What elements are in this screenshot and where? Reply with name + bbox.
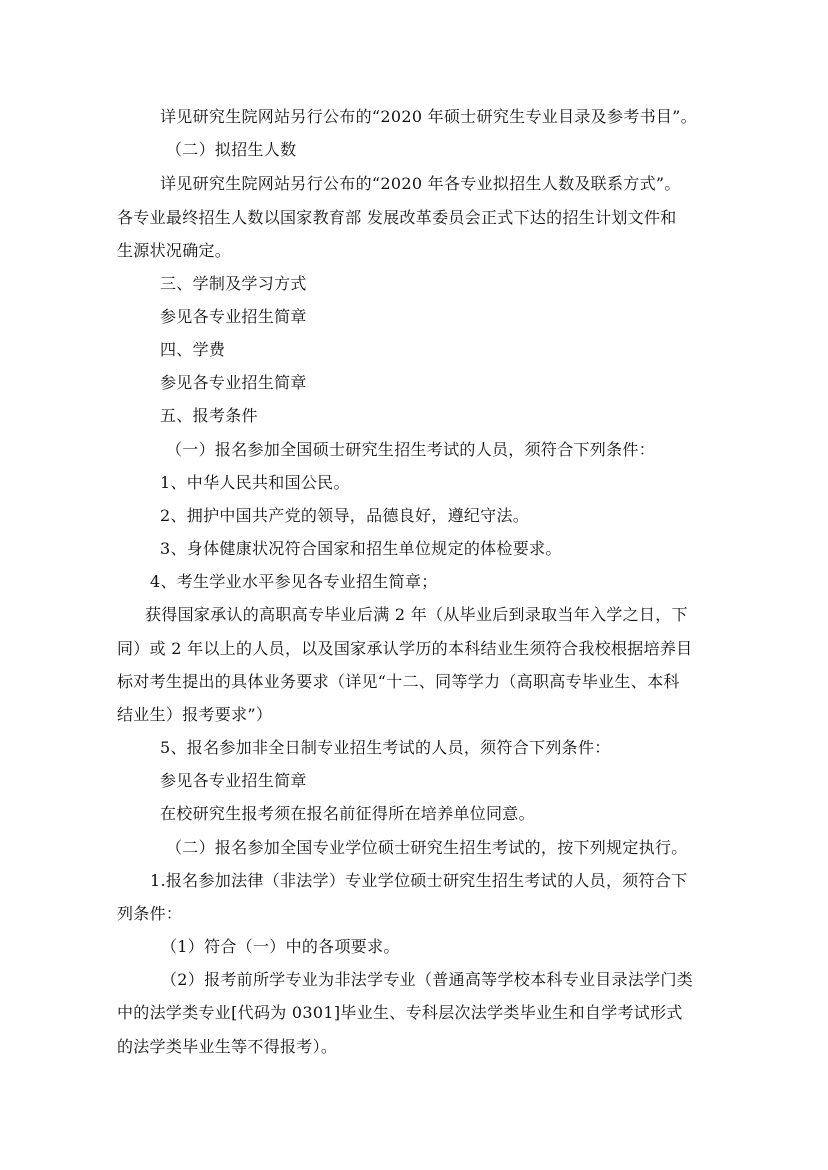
text-line: （一）报名参加全国硕士研究生招生考试的人员，须符合下列条件：: [166, 440, 656, 459]
text-line: 同）或 2 年以上的人员，以及国家承认学历的本科结业生须符合我校根据培养目: [117, 639, 693, 658]
section-heading: 三、学制及学习方式: [160, 274, 307, 293]
text-line: 参见各专业招生简章: [160, 307, 307, 326]
text-line: 列条件：: [117, 904, 183, 923]
text-line: 获得国家承认的高职高专毕业后满 2 年（从毕业后到录取当年入学之日，下: [145, 605, 688, 624]
section-heading: 四、学费: [160, 340, 226, 359]
list-item: 4、考生学业水平参见各专业招生简章；: [150, 572, 438, 591]
section-heading: 五、报考条件: [160, 406, 258, 425]
list-item: 2、拥护中国共产党的领导，品德良好，遵纪守法。: [160, 506, 530, 525]
list-item: 1、中华人民共和国公民。: [160, 473, 350, 492]
text-line: 详见研究生院网站另行公布的“2020 年硕士研究生专业目录及参考书目”。: [160, 107, 697, 126]
text-line: 中的法学类专业[代码为 0301]毕业生、专科层次法学类毕业生和自学考试形式: [117, 1003, 683, 1022]
text-line: 各专业最终招生人数以国家教育部 发展改革委员会正式下达的招生计划文件和: [117, 208, 677, 227]
text-line: 的法学类毕业生等不得报考）。: [117, 1037, 338, 1056]
text-line: 在校研究生报考须在报名前征得所在培养单位同意。: [160, 804, 535, 823]
list-item: 5、报名参加非全日制专业招生考试的人员，须符合下列条件：: [160, 738, 611, 757]
text-line: 参见各专业招生简章: [160, 373, 307, 392]
list-item: 3、身体健康状况符合国家和招生单位规定的体检要求。: [160, 539, 562, 558]
text-line: 结业生）报考要求”）: [117, 705, 273, 724]
text-line: 参见各专业招生简章: [160, 771, 307, 790]
text-line: 生源状况确定。: [117, 241, 232, 260]
list-item: （1）符合（一）中的各项要求。: [161, 937, 400, 956]
list-item: 1.报名参加法律（非法学）专业学位硕士研究生招生考试的人员，须符合下: [150, 871, 688, 890]
text-line: 标对考生提出的具体业务要求（详见“十二、同等学力（高职高专毕业生、本科: [117, 672, 680, 691]
text-line: 详见研究生院网站另行公布的“2020 年各专业拟招生人数及联系方式”。: [160, 174, 681, 193]
text-line: （二）报名参加全国专业学位硕士研究生招生考试的，按下列规定执行。: [166, 838, 688, 857]
section-heading: （二）拟招生人数: [166, 140, 297, 159]
list-item: （2）报考前所学专业为非法学专业（普通高等学校本科专业目录法学门类: [161, 970, 694, 989]
